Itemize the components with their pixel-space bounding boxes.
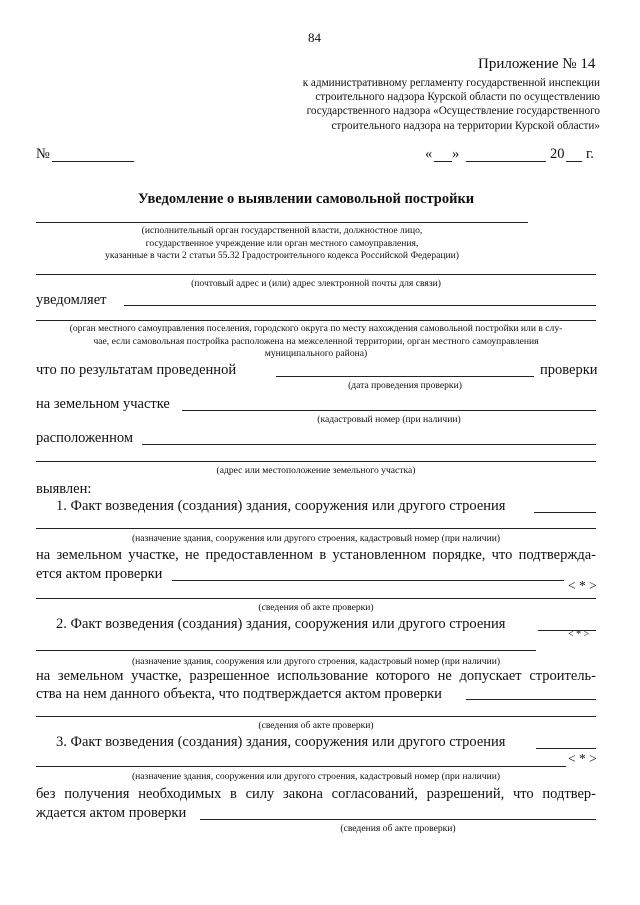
date-day-field[interactable] xyxy=(434,161,452,162)
caption-line: (орган местного самоуправления поселения, городского округа по месту нахождения самовольной постройки или в слу- xyxy=(69,323,563,334)
caption-line: (исполнительный орган государственной власти, должностное лицо, xyxy=(141,225,423,236)
address-field-2[interactable] xyxy=(36,461,596,462)
item-2-purpose-field[interactable] xyxy=(36,650,536,651)
date-month-field[interactable] xyxy=(466,161,546,162)
date-year-field[interactable] xyxy=(566,161,582,162)
appendix-line: строительного надзора Курской области по осуществлению xyxy=(315,91,600,104)
notified-body-field[interactable] xyxy=(124,305,596,306)
revealed-label: выявлен: xyxy=(36,481,92,497)
year-suffix: г. xyxy=(586,146,594,162)
caption-line: муниципального района) xyxy=(264,348,368,360)
page-number: 84 xyxy=(308,30,321,45)
item-3-inline-field[interactable] xyxy=(536,748,596,749)
authority-caption xyxy=(36,225,528,263)
item-3-text-line: без получения необходимых в силу закона согласований, разрешений, что подтвер- xyxy=(36,786,596,802)
inspection-date-caption: (дата проведения проверки) xyxy=(348,380,462,391)
item-1-text-line: ется актом проверки xyxy=(36,566,163,582)
item-1-act-field[interactable] xyxy=(172,580,564,581)
footnote-mark: < * > xyxy=(568,751,597,766)
item-2-text-line: ства на нем данного объекта, что подтверждается актом проверки xyxy=(36,686,442,702)
item-2-text-line: на земельном участке, разрешенное использование которого не допускает строитель- xyxy=(36,668,596,684)
number-field[interactable] xyxy=(52,161,134,162)
postal-caption: (почтовый адрес и (или) адрес электронной почты для связи) xyxy=(191,278,441,289)
item-1-act-field-2[interactable] xyxy=(36,598,596,599)
caption-line: указанные в части 2 статьи 55.32 Градостроительного кодекса Российской Федерации) xyxy=(105,250,459,262)
item-1-inline-field[interactable] xyxy=(534,512,596,513)
result-prefix: что по результатам проведенной xyxy=(36,362,237,378)
result-suffix: проверки xyxy=(540,362,598,378)
item-3-act-caption: (сведения об акте проверки) xyxy=(340,823,456,834)
cadastral-number-field[interactable] xyxy=(182,410,596,411)
item-2-heading: 2. Факт возведения (создания) здания, сооружения или другого строения xyxy=(56,616,506,632)
item-2-act-caption: (сведения об акте проверки) xyxy=(258,720,374,731)
footnote-mark: < * > xyxy=(568,629,590,640)
item-3-purpose-caption: (назначение здания, сооружения или другого строения, кадастровый номер (при наличии) xyxy=(131,771,501,782)
appendix-line: строительного надзора на территории Курской области» xyxy=(331,119,600,132)
item-2-purpose-caption: (назначение здания, сооружения или другого строения, кадастровый номер (при наличии) xyxy=(131,656,501,667)
document-title: Уведомление о выявлении самовольной постройки xyxy=(138,191,475,207)
address-field[interactable] xyxy=(142,444,596,445)
item-3-act-field[interactable] xyxy=(200,819,596,820)
inspection-date-field[interactable] xyxy=(276,376,534,377)
notifies-label: уведомляет xyxy=(36,292,107,308)
date-quote-open: « xyxy=(425,146,433,162)
appendix-line: государственного надзора «Осуществление государственного xyxy=(306,105,600,118)
item-3-purpose-field[interactable] xyxy=(36,766,566,767)
item-1-purpose-field[interactable] xyxy=(36,528,596,529)
address-caption: (адрес или местоположение земельного участка) xyxy=(216,465,416,476)
located-label: расположенном xyxy=(36,430,133,446)
item-1-heading: 1. Факт возведения (создания) здания, сооружения или другого строения xyxy=(56,498,506,514)
caption-line: чае, если самовольная постройка расположена на межселенной территории, орган местного самоуправления xyxy=(93,335,539,347)
authority-field[interactable] xyxy=(36,222,528,223)
land-plot-label: на земельном участке xyxy=(36,396,170,412)
appendix-line: к административному регламенту государственной инспекции xyxy=(302,77,600,89)
item-2-act-field-2[interactable] xyxy=(36,716,596,717)
year-prefix: 20 xyxy=(550,146,565,162)
appendix-reference xyxy=(300,76,600,133)
item-1-act-caption: (сведения об акте проверки) xyxy=(258,602,374,613)
item-1-purpose-caption: (назначение здания, сооружения или другого строения, кадастровый номер (при наличии) xyxy=(131,533,501,544)
local-gov-caption xyxy=(36,323,596,361)
cadastral-caption: (кадастровый номер (при наличии) xyxy=(317,414,461,425)
item-1-text-line: на земельном участке, не предоставленном в установленном порядке, что подтвержда- xyxy=(36,547,596,563)
date-quote-close: » xyxy=(452,146,460,162)
caption-line: государственное учреждение или орган местного самоуправления, xyxy=(145,237,419,249)
number-label: № xyxy=(36,146,50,162)
notified-body-field-2[interactable] xyxy=(36,320,596,321)
item-2-act-field[interactable] xyxy=(466,699,596,700)
item-3-text-line: ждается актом проверки xyxy=(36,805,187,821)
postal-address-field[interactable] xyxy=(36,274,596,275)
item-3-heading: 3. Факт возведения (создания) здания, сооружения или другого строения xyxy=(56,734,506,750)
footnote-mark: < * > xyxy=(568,578,597,593)
appendix-title: Приложение № 14 xyxy=(478,56,596,72)
